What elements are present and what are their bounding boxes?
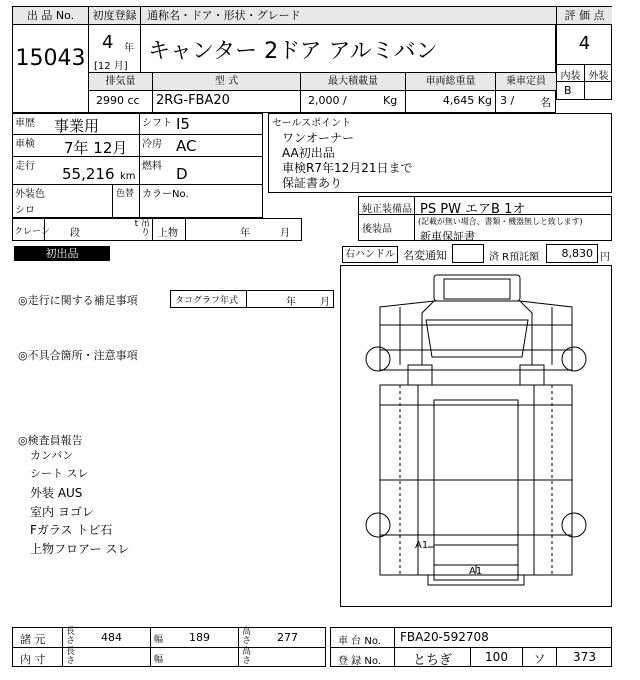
- max-load-value: 2,000 /: [308, 94, 347, 107]
- displacement-value: 2990 cc: [96, 94, 140, 107]
- cargo-floor: [434, 400, 518, 580]
- front-right-wheel-icon: [562, 347, 586, 371]
- rear-left-wheel-icon: [366, 513, 390, 537]
- name-change-box: [452, 244, 484, 263]
- upper-body-label: 上物: [158, 228, 178, 239]
- gvw-label: 車両総重量: [406, 73, 495, 90]
- sales-point-3: 車検R7年12月21日まで: [282, 161, 413, 175]
- shift-label: シフト: [142, 118, 172, 129]
- chassis-number-label: 車 台 No.: [338, 636, 381, 647]
- registration-serial: 373: [573, 650, 596, 664]
- recycle-deposit-label: 済 R預託額: [489, 252, 540, 263]
- registration-area: とちぎ: [412, 653, 452, 668]
- score-label: 評 価 点: [557, 7, 612, 24]
- color-number-label: カラーNo.: [142, 189, 189, 200]
- recycle-deposit-amount: 8,830: [546, 244, 598, 263]
- upper-body-year-unit: 年: [240, 228, 250, 239]
- damage-mark-floor: A1: [469, 566, 483, 577]
- lot-number: 15043: [15, 46, 86, 71]
- exterior-color-label: 外装色: [15, 189, 45, 200]
- crane-step-unit: 段: [70, 228, 80, 239]
- specs-label: 諸 元: [20, 633, 46, 646]
- exterior-color-value: シロ: [15, 205, 35, 216]
- displacement-label: 排気量: [89, 73, 152, 90]
- mileage-value: 55,216: [62, 165, 115, 183]
- width-value: 189: [189, 631, 210, 644]
- vehicle-history-value: 事業用: [54, 117, 100, 135]
- vehicle-history-label: 車歴: [15, 118, 35, 129]
- yen-unit: 円: [600, 252, 610, 263]
- aftermarket-label: 後装品: [362, 224, 392, 235]
- lot-number-label: 出 品 No.: [13, 7, 88, 24]
- inspector-item-1: カンバン: [30, 449, 74, 462]
- fuel-value: D: [176, 165, 188, 183]
- year-unit: 年: [124, 43, 134, 54]
- chassis-number-value: FBA20-592708: [400, 630, 489, 644]
- first-registration-month: [12 月]: [94, 61, 128, 72]
- name-change-label: 名変通知: [403, 249, 447, 262]
- cab-outline: [380, 301, 572, 370]
- factory-equipment-label: 純正装備品: [362, 204, 412, 215]
- inspector-report-label: ◎検査員報告: [18, 434, 83, 447]
- mileage-unit: km: [120, 171, 136, 182]
- exterior-grade-label: 外装: [588, 71, 609, 82]
- inspector-item-6: 上物フロアー スレ: [30, 542, 130, 556]
- damage-mark-side: A1: [415, 540, 429, 551]
- mileage-label: 走行: [15, 161, 35, 172]
- width-label: 幅: [154, 635, 164, 645]
- height-label: 高さ: [242, 627, 252, 646]
- inspector-item-3: 外装 AUS: [30, 486, 83, 500]
- score-value: 4: [578, 33, 591, 54]
- inspection-value: 7年 12月: [64, 139, 128, 157]
- tachograph-label: タコグラフ年式: [175, 296, 239, 306]
- gvw-value: 4,645 Kg: [442, 94, 492, 107]
- interior-grade: B: [564, 84, 572, 97]
- height-value: 277: [277, 631, 298, 644]
- shift-value: I5: [176, 115, 190, 133]
- tachograph-year-unit: 年: [286, 297, 296, 308]
- aftermarket-value: 新車保証書: [420, 230, 475, 243]
- steering-side: 右ハンドル: [342, 246, 398, 263]
- repaint-label: 色替: [116, 189, 135, 199]
- sales-point-4: 保証書あり: [282, 176, 343, 190]
- first-listing-banner: 初出品: [14, 246, 110, 261]
- model-label: 型 式: [153, 73, 300, 90]
- registration-kana: ソ: [533, 652, 546, 666]
- car-name: キャンター 2ドア アルミバン: [148, 39, 438, 64]
- length-value: 484: [101, 631, 122, 644]
- capacity-unit: 名: [540, 96, 551, 109]
- factory-equipment-value: PS PW エアB 1オ: [420, 202, 526, 217]
- car-name-label: 通称名・ドア・形状・グレード: [141, 7, 556, 24]
- capacity-label: 乗車定員: [496, 73, 556, 90]
- length-label: 長さ: [66, 627, 76, 646]
- registration-class: 100: [485, 650, 508, 664]
- inspector-item-5: Fガラス トビ石: [30, 523, 113, 537]
- fuel-label: 燃料: [142, 161, 162, 172]
- upper-body-month-unit: 月: [280, 228, 290, 239]
- aftermarket-note: (記載が無い場合、書類・機器無しと致します): [418, 217, 583, 227]
- truck-diagram: [340, 265, 612, 607]
- inner-length-label: 長さ: [66, 647, 76, 666]
- front-left-wheel-icon: [366, 347, 390, 371]
- windshield: [426, 320, 528, 357]
- sales-points-label: セールスポイント: [272, 118, 352, 129]
- air-conditioning-label: 冷房: [142, 139, 162, 150]
- tachograph-month-unit: 月: [320, 297, 330, 308]
- crane-label: クレーン: [14, 227, 50, 237]
- capacity-value: 3 /: [500, 94, 515, 107]
- inspector-item-2: シート スレ: [30, 467, 89, 480]
- inspection-label: 車検: [15, 139, 35, 150]
- first-registration-label: 初度登録: [89, 7, 140, 24]
- inner-height-label: 高さ: [242, 647, 252, 666]
- max-load-label: 最大積載量: [301, 73, 405, 90]
- registration-number-label: 登 録 No.: [338, 656, 381, 667]
- air-conditioning-value: AC: [176, 137, 197, 155]
- inspector-item-4: 室内 ヨゴレ: [30, 505, 94, 519]
- model-value: 2RG-FBA20: [156, 93, 230, 108]
- crane-lift-unit: t 吊り: [134, 219, 150, 238]
- crane-row: [12, 218, 302, 241]
- defects-label: ◎不具合箇所・注意事項: [18, 349, 138, 362]
- rear-right-wheel-icon: [562, 513, 586, 537]
- interior-grade-label: 内装: [560, 71, 581, 82]
- inner-dimensions-label: 内 寸: [20, 653, 46, 666]
- sales-point-2: AA初出品: [282, 146, 335, 160]
- inner-width-label: 幅: [154, 655, 164, 665]
- max-load-unit: Kg: [383, 94, 398, 107]
- first-registration-year: 4: [102, 32, 114, 53]
- history-block: [12, 113, 263, 218]
- driving-notes-label: ◎走行に関する補足事項: [18, 294, 138, 307]
- sales-point-1: ワンオーナー: [282, 131, 355, 145]
